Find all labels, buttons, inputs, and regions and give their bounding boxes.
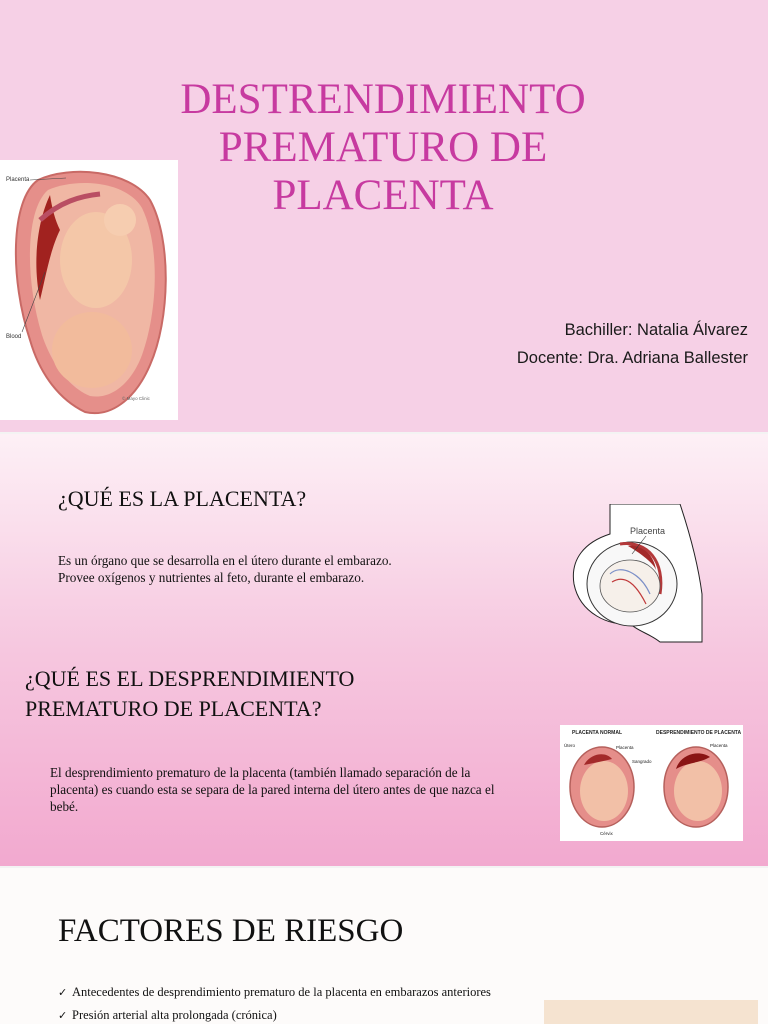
placenta-abruption-label: Placenta bbox=[710, 743, 728, 748]
risk-factors-heading: FACTORES DE RIESGO bbox=[58, 913, 404, 949]
author-block bbox=[517, 316, 748, 372]
question-placenta-heading: ¿QUÉ ES LA PLACENTA? bbox=[58, 486, 307, 511]
definition-line-1: Es un órgano que se desarrolla en el útero durante el embarazo. bbox=[58, 553, 392, 568]
definition-slide bbox=[0, 434, 768, 866]
credit-label: © Mayo Clinic bbox=[122, 396, 150, 401]
placenta-label: Placenta bbox=[6, 177, 30, 183]
teacher-name: Docente: Dra. Adriana Ballester bbox=[516, 349, 748, 367]
title-line-1: DESTRENDIMIENTO bbox=[180, 76, 586, 123]
list-item bbox=[58, 981, 491, 1004]
pregnant-uterus-illustration bbox=[570, 504, 704, 644]
risk-factor-text: Antecedentes de desprendimiento prematuro de la placenta en embarazos anteriores bbox=[72, 985, 491, 999]
placenta-normal-label: Placenta bbox=[616, 745, 634, 750]
placenta-caption: Placenta bbox=[630, 526, 666, 536]
placenta-side-figure bbox=[570, 504, 704, 644]
normal-vs-abruption-illustration bbox=[560, 725, 743, 841]
title-line-3: PLACENTA bbox=[272, 172, 494, 219]
risk-factors-figure bbox=[544, 1000, 758, 1024]
title-line-2: PREMATURO DE bbox=[218, 124, 548, 171]
risk-factors-list bbox=[58, 981, 491, 1024]
normal-title: PLACENTA NORMAL bbox=[572, 730, 622, 736]
title-slide bbox=[0, 0, 768, 432]
list-item bbox=[58, 1004, 491, 1024]
risk-factor-text: Presión arterial alta prolongada (crónica) bbox=[72, 1008, 277, 1022]
utero-label: Útero bbox=[564, 743, 576, 748]
blood-label: Blood bbox=[6, 334, 22, 340]
author-name: Bachiller: Natalia Álvarez bbox=[564, 321, 748, 339]
abruption-definition: El desprendimiento prematuro de la placenta (también llamado separación de la placenta) es cuando esta se separa de la pared interna del útero antes de que nazca el bebé. bbox=[50, 765, 495, 814]
question-abruption-heading: ¿QUÉ ES EL DESPRENDIMIENTO PREMATURO DE PLACENTA? bbox=[25, 666, 355, 721]
abruption-comparison-figure bbox=[560, 725, 743, 841]
risk-factors-slide bbox=[0, 868, 768, 1024]
slide-title bbox=[150, 76, 616, 220]
placenta-definition bbox=[58, 552, 498, 586]
check-icon: ✓ bbox=[58, 1009, 68, 1022]
sangrado-label: Sangrado bbox=[632, 759, 652, 764]
abruption-title: DESPRENDIMIENTO DE PLACENTA bbox=[656, 730, 742, 736]
check-icon: ✓ bbox=[58, 986, 68, 999]
cervix-label: Cérvix bbox=[600, 831, 613, 836]
definition-line-2: Provee oxígenos y nutrientes al feto, durante el embarazo. bbox=[58, 570, 365, 585]
